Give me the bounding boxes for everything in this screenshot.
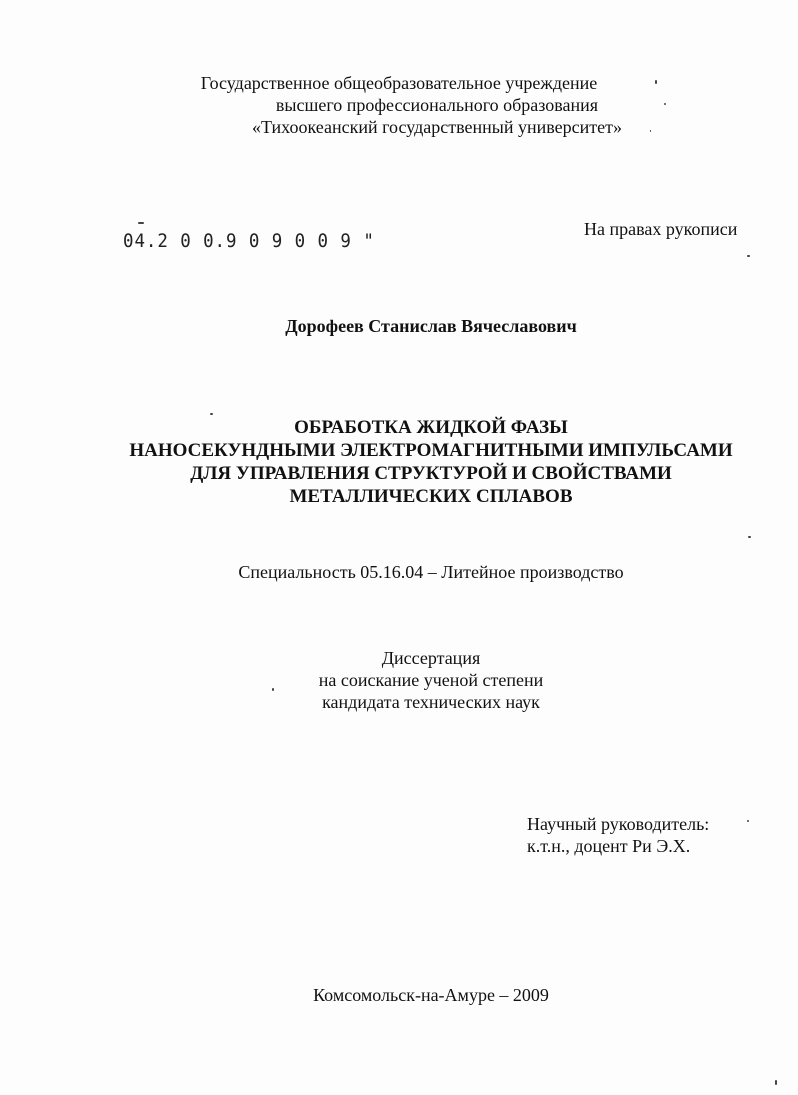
supervisor-label: Научный руководитель: [527,814,710,834]
thesis-title-line-2: НАНОСЕКУНДНЫМИ ЭЛЕКТРОМАГНИТНЫМИ ИМПУЛЬСАМИ [129,440,733,461]
thesis-title-line-3: ДЛЯ УПРАВЛЕНИЯ СТРУКТУРОЙ И СВОЙСТВАМИ [190,463,672,484]
dissertation-line-3: кандидата технических наук [322,692,540,712]
dissertation-line-2: на соискание ученой степени [318,670,544,690]
scan-speck [747,820,749,822]
scan-speck [272,688,274,691]
dissertation-line-1: Диссертация [381,648,481,668]
author-name: Дорофеев Станислав Вячеславович [285,316,577,336]
scan-speck [747,255,750,257]
city-year-footer: Комсомольск-на-Амуре – 2009 [313,985,549,1005]
scan-speck [748,536,751,538]
supervisor-name: к.т.н., доцент Ри Э.Х. [527,836,691,856]
scan-speck [664,103,666,105]
scan-speck [650,130,651,132]
scan-speck [138,222,144,224]
manuscript-note: На правах рукописи [584,219,738,239]
thesis-title-line-1: ОБРАБОТКА ЖИДКОЙ ФАЗЫ [294,417,568,438]
scan-speck [655,80,657,84]
scan-speck [775,1080,777,1085]
library-stamp-number: 04.2 0 0.9 0 9 0 0 9 " [123,230,375,252]
institution-line-2: высшего профессионального образования [275,95,599,115]
scan-speck [210,413,213,415]
institution-line-1: Государственное общеобразовательное учреждение [200,73,598,93]
institution-line-3: «Тихоокеанский государственный университет» [252,117,622,137]
specialty-line: Специальность 05.16.04 – Литейное производство [238,562,624,582]
thesis-title-line-4: МЕТАЛЛИЧЕСКИХ СПЛАВОВ [289,486,573,507]
